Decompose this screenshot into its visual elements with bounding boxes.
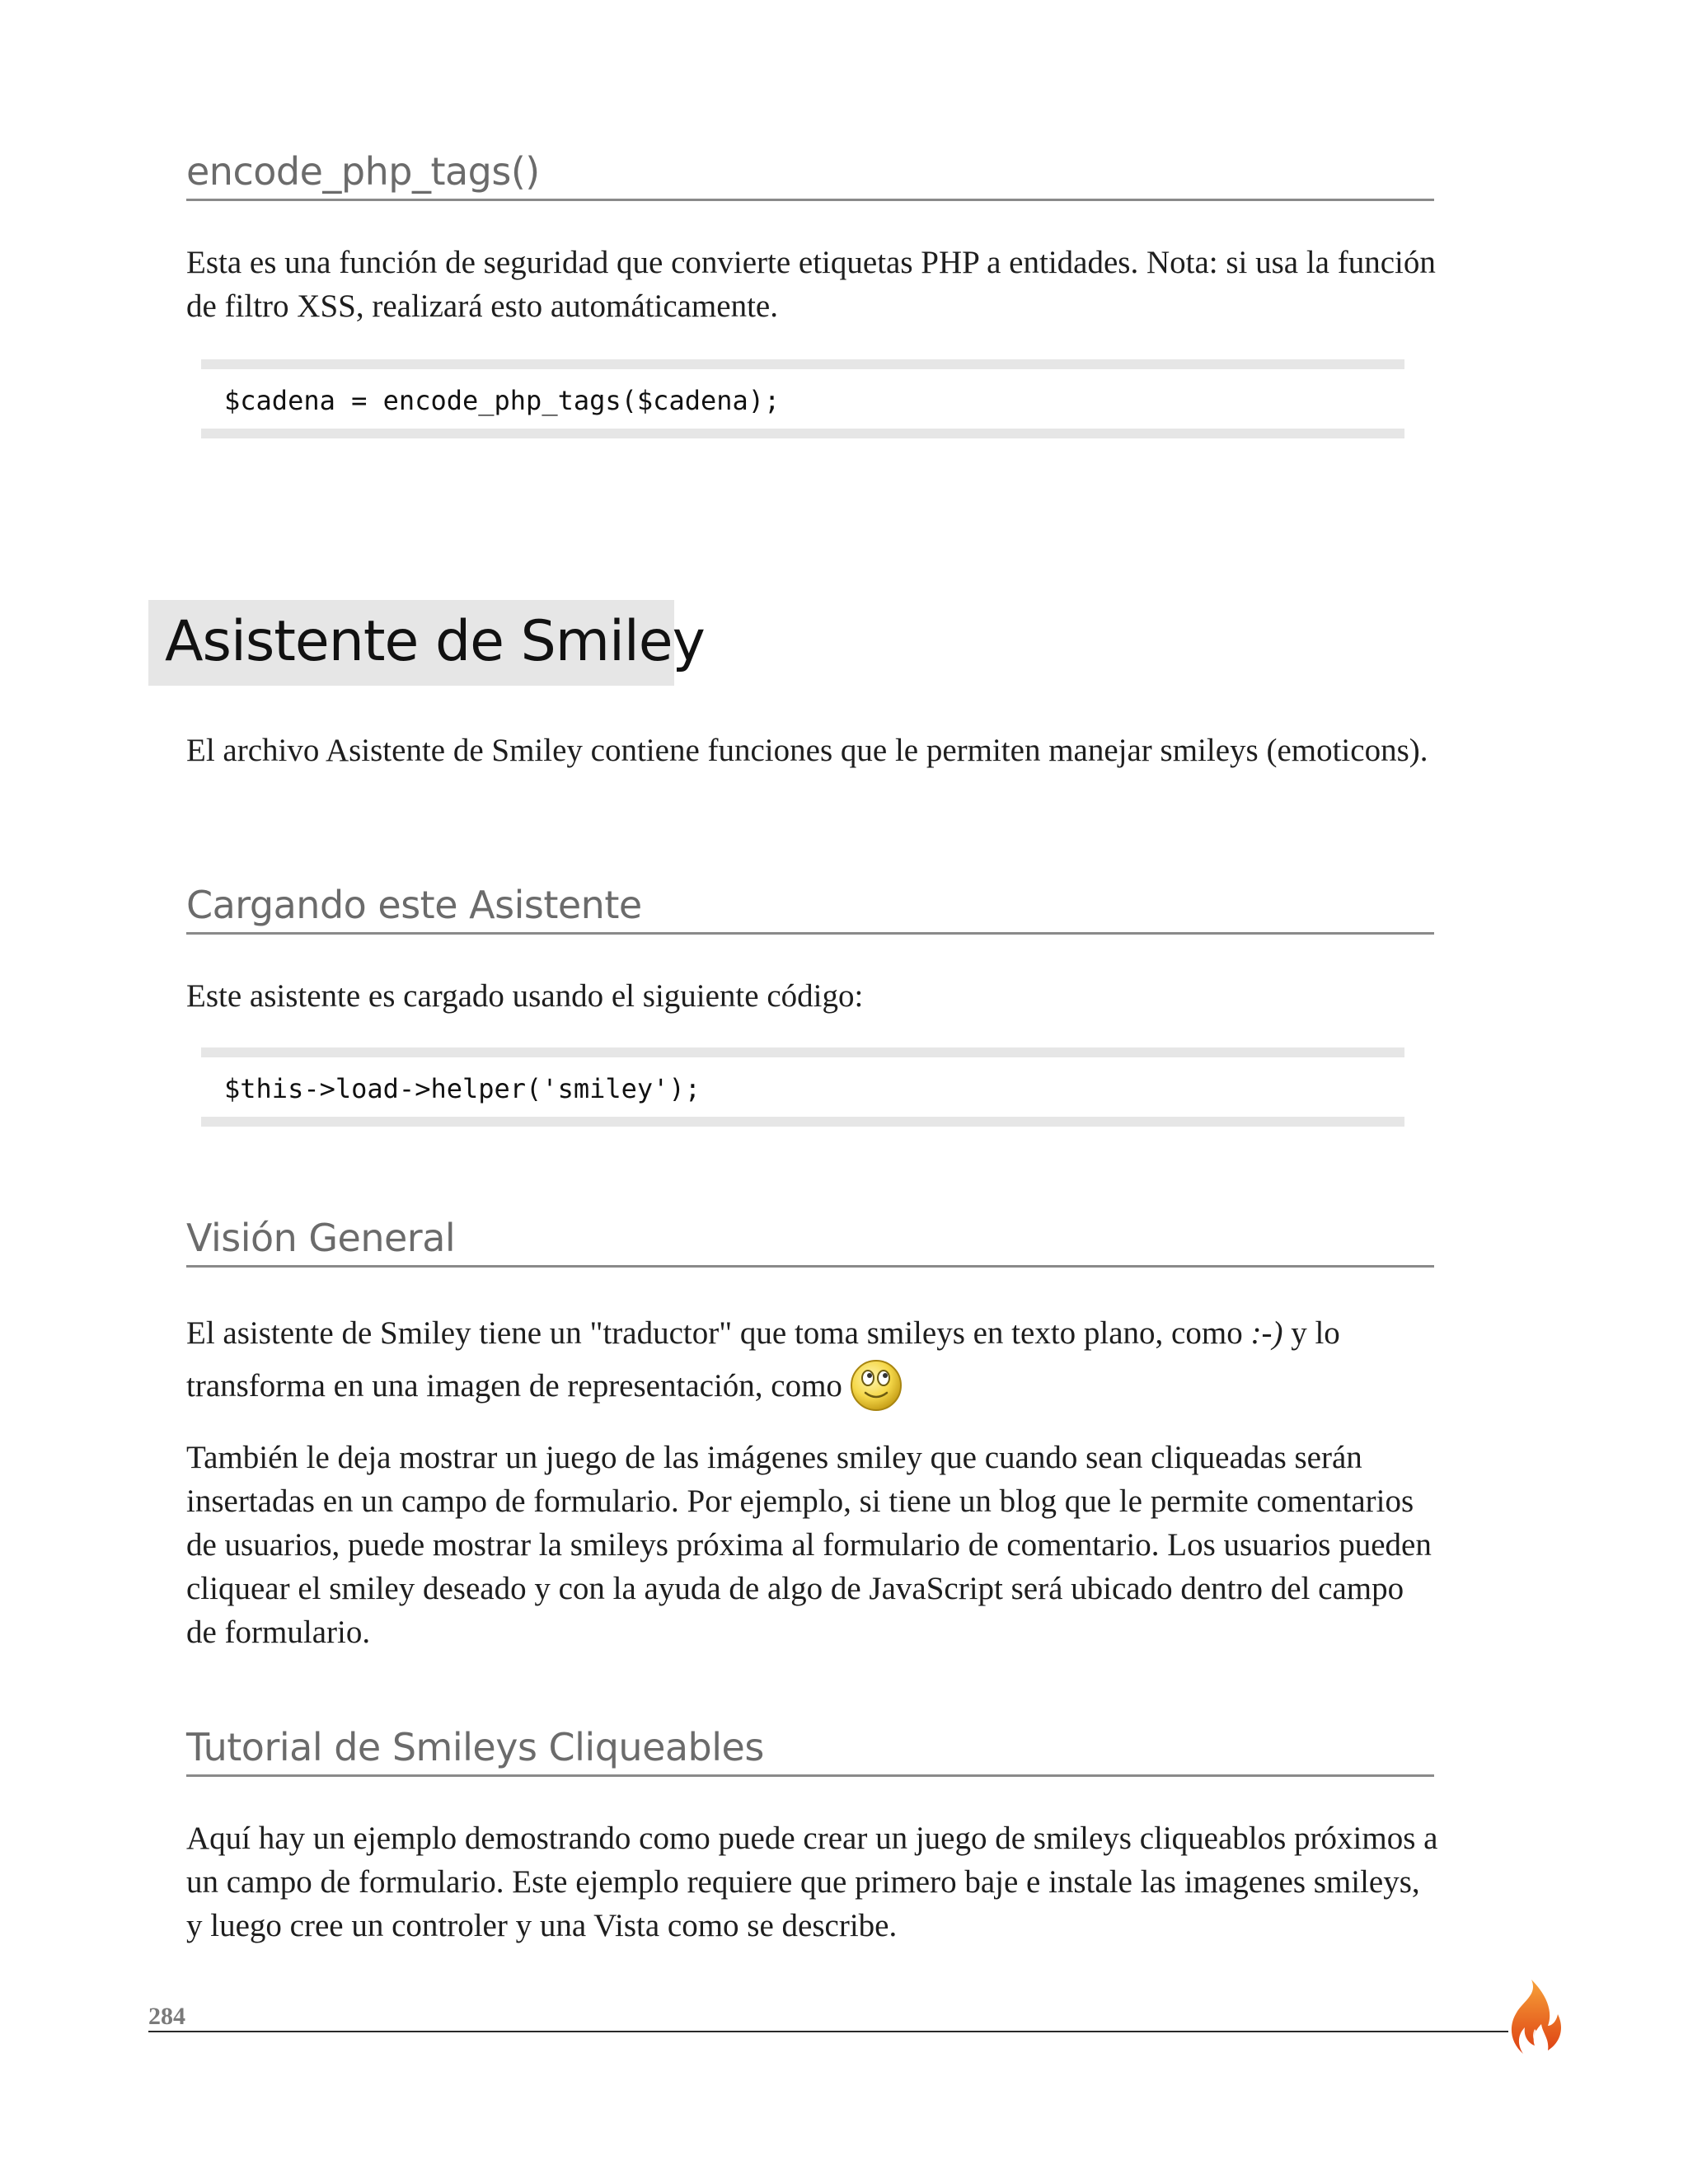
- code-block-loading: [201, 1047, 1404, 1127]
- code-loading: $this->load->helper('smiley');: [224, 1073, 701, 1104]
- code-encode: $cadena = encode_php_tags($cadena);: [224, 385, 781, 416]
- overview-paragraph-2: También le deja mostrar un juego de las imágenes smiley que cuando sean cliqueadas serán insertadas en un campo de formulario. Por ejemplo, si tiene un blog que le permite comentarios de usuarios, puede mostrar la smileys próxima al formulario de comentario. Los usuarios pueden cliquear el smiley deseado y con la ayuda de algo de JavaScript será ubicado dentro del campo de formulario.: [186, 1440, 1432, 1650]
- chapter-title-box: [148, 600, 705, 686]
- loading-description: Este asistente es cargado usando el siguiente código:: [186, 978, 864, 1014]
- overview-p1-text-a: El asistente de Smiley tiene un "traductor" que toma smileys en texto plano, como: [186, 1315, 1251, 1351]
- tutorial-description: Aquí hay un ejemplo demostrando como puede crear un juego de smileys cliqueablos próximos a un campo de formulario. Este ejemplo requiere que primero baje e instale las imagenes smileys, y luego cree un controler y una Vista como se describe.: [186, 1821, 1438, 1943]
- codeigniter-flame-icon: [1498, 1976, 1568, 2062]
- section-heading-loading: Cargando este Asistente: [186, 883, 1434, 935]
- footer-rule: [148, 2031, 1508, 2032]
- section-heading-encode-php-tags: encode_php_tags(): [186, 150, 1434, 201]
- smiley-face-icon: [849, 1358, 903, 1413]
- text-emoticon: :-): [1250, 1315, 1283, 1351]
- overview-p1-text-b: y lo transforma en una imagen de representación, como: [186, 1315, 1340, 1404]
- section-heading-tutorial: Tutorial de Smileys Cliqueables: [186, 1726, 1434, 1777]
- overview-paragraph-1: [186, 1307, 1439, 1416]
- page-number: 284: [148, 2003, 185, 2030]
- code-block-encode: [201, 359, 1404, 438]
- encode-description: Esta es una función de seguridad que convierte etiquetas PHP a entidades. Nota: si usa la función de filtro XSS, realizará esto automáticamente.: [186, 245, 1436, 324]
- smiley-helper-intro: El archivo Asistente de Smiley contiene funciones que le permiten manejar smileys (emoticons).: [186, 733, 1428, 768]
- chapter-title: Asistente de Smiley: [165, 609, 705, 674]
- section-heading-overview: Visión General: [186, 1216, 1434, 1268]
